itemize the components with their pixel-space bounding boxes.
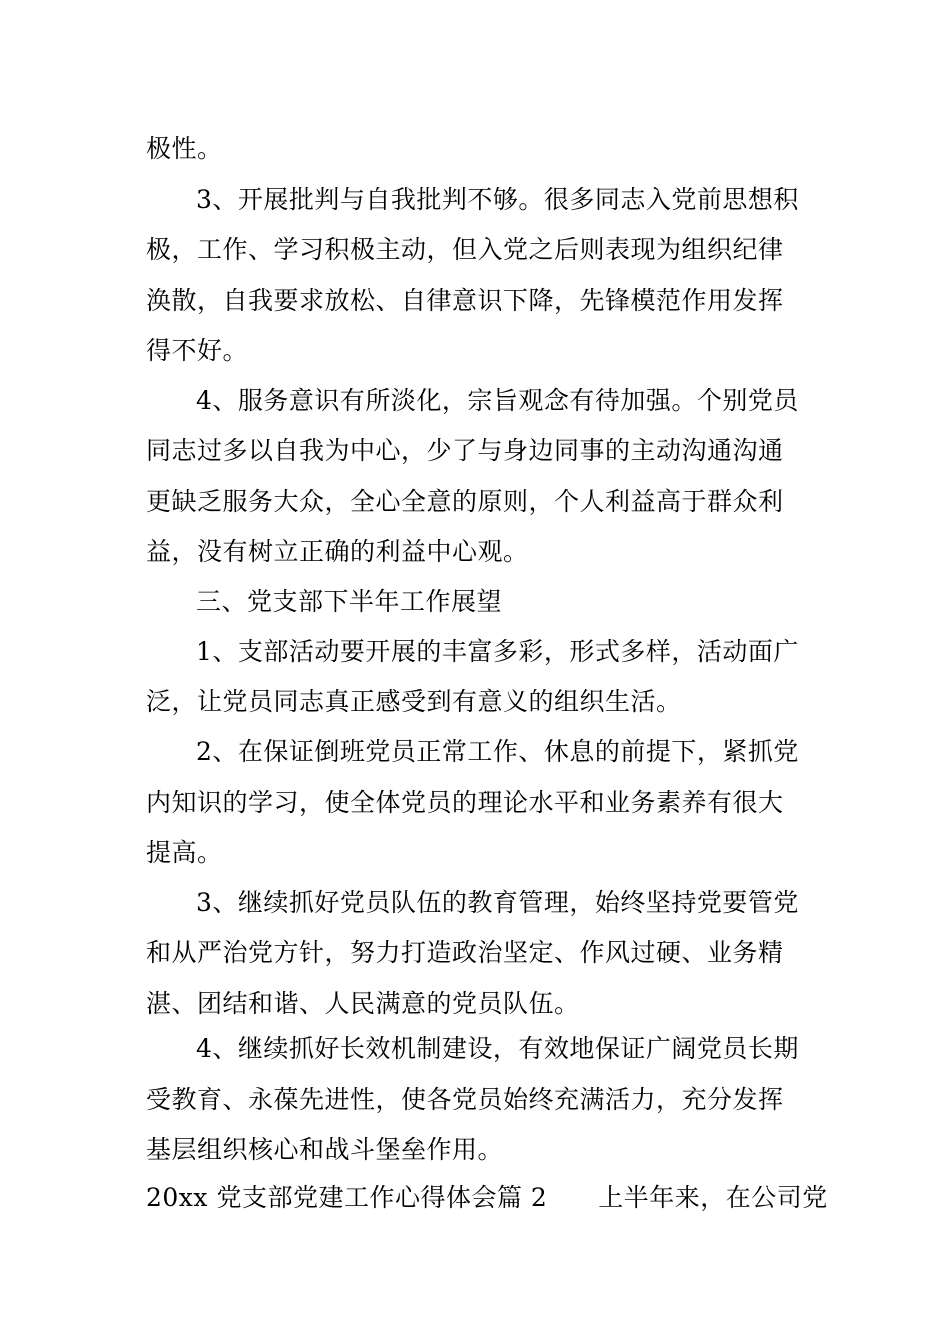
text-line: 泛，让党员同志真正感受到有意义的组织生活。: [146, 687, 682, 716]
text-line: 1、支部活动要开展的丰富多彩，形式多样，活动面广: [196, 637, 799, 666]
text-line: 同志过多以自我为中心，少了与身边同事的主动沟通沟通: [146, 436, 784, 465]
text-line: 极性。: [146, 134, 223, 163]
text-line: 益，没有树立正确的利益中心观。: [146, 537, 529, 566]
text-line: 内知识的学习，使全体党员的理论水平和业务素养有很大: [146, 788, 784, 817]
text-line: 更缺乏服务大众，全心全意的原则，个人利益高于群众利: [146, 487, 784, 516]
text-line: 4、服务意识有所淡化，宗旨观念有待加强。个别党员: [196, 386, 799, 415]
text-line: 得不好。: [146, 336, 249, 365]
text-line: 极，工作、学习积极主动，但入党之后则表现为组织纪律: [146, 235, 784, 264]
text-line: 提高。: [146, 838, 223, 867]
text-line: 和从严治党方针，努力打造政治坚定、作风过硬、业务精: [146, 938, 784, 967]
text-line: 湛、团结和谐、人民满意的党员队伍。: [146, 989, 580, 1018]
text-line: 3、继续抓好党员队伍的教育管理，始终坚持党要管党: [196, 888, 799, 917]
text-line: 3、开展批判与自我批判不够。很多同志入党前思想积: [196, 185, 799, 214]
text-line: 基层组织核心和战斗堡垒作用。: [146, 1135, 504, 1164]
section-heading: 三、党支部下半年工作展望: [196, 587, 503, 616]
text-line: 4、继续抓好长效机制建设，有效地保证广阔党员长期: [196, 1034, 799, 1063]
text-line: 2、在保证倒班党员正常工作、休息的前提下，紧抓党: [196, 737, 799, 766]
article-title-line: 20xx 党支部党建工作心得体会篇 2 上半年来，在公司党: [146, 1183, 828, 1212]
text-line: 涣散，自我要求放松、自律意识下降，先锋模范作用发挥: [146, 286, 784, 315]
text-line: 受教育、永葆先进性，使各党员始终充满活力，充分发挥: [146, 1085, 784, 1114]
